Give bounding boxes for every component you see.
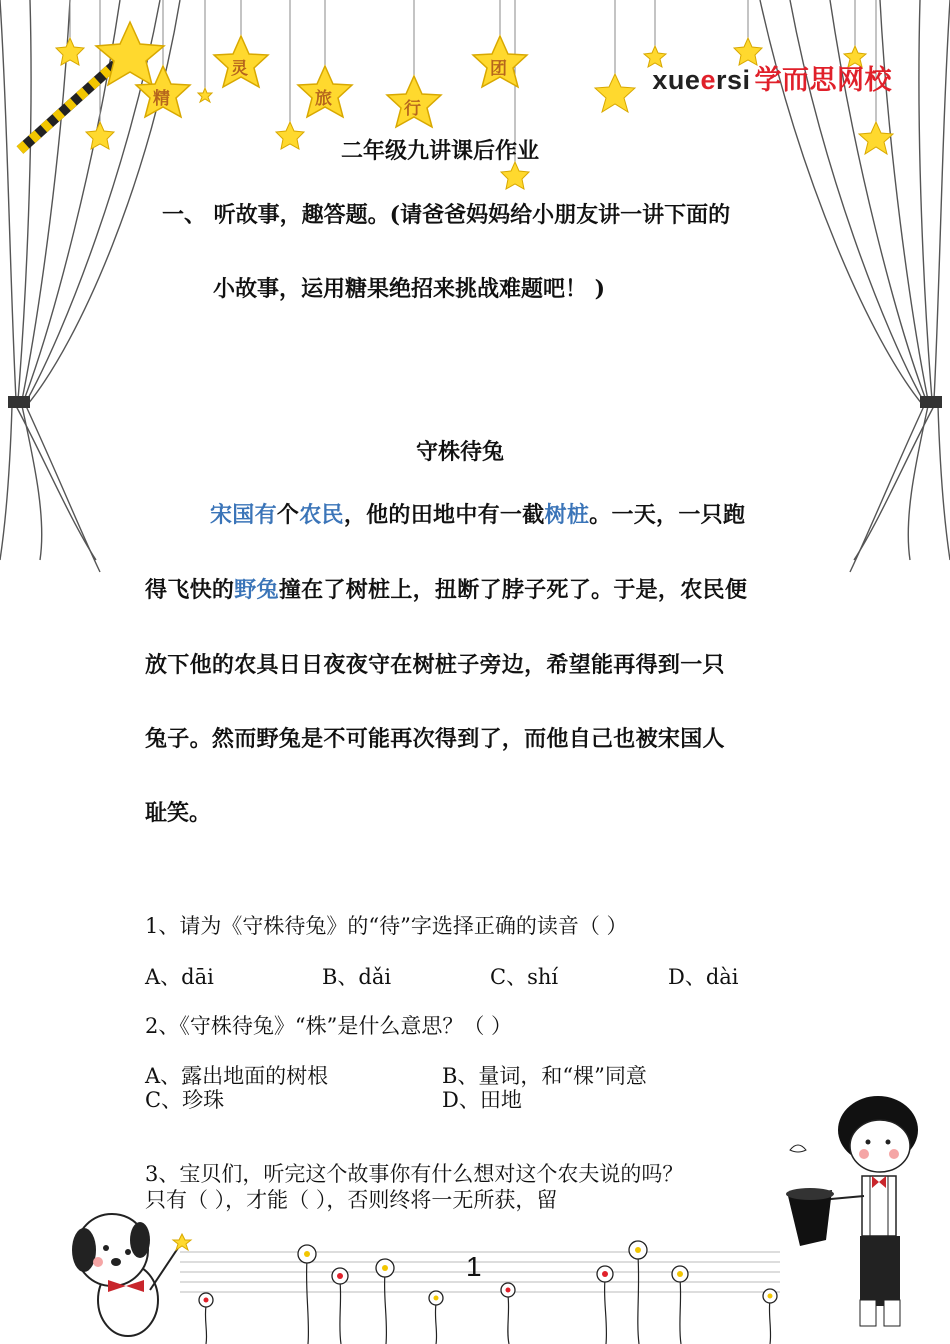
story-line-4: 兔子。然而野兔是不可能再次得到了，而他自己也被宋国人 [145, 726, 725, 752]
magician-girl-illustration [786, 1096, 918, 1326]
question-2-text: 2、《守株待兔》“株”是什么意思？（ ） [145, 1014, 513, 1038]
question-1-option-c[interactable]: C、shí [490, 965, 559, 989]
question-1-option-b[interactable]: B、dǎi [322, 965, 392, 989]
question-1-text: 1、请为《守株待兔》的“待”字选择正确的读音（ ） [145, 914, 628, 938]
highlight-stump: 树桩 [544, 502, 590, 528]
question-3-line1: 3、宝贝们，听完这个故事你有什么想对这个农夫说的吗？ [145, 1162, 684, 1186]
highlight-song-state: 宋国有 [210, 502, 277, 528]
brand-logo: xueersi 学而思网校 [652, 65, 892, 95]
section1-line1: 一、 听故事，趣答题。(请爸爸妈妈给小朋友讲一讲下面的 [162, 202, 731, 228]
question-1-option-d[interactable]: D、dài [668, 965, 739, 989]
story-title: 守株待兔 [416, 439, 505, 465]
title-stars [136, 36, 527, 127]
puppy-illustration [72, 1214, 191, 1336]
question-2-option-a[interactable]: A、露出地面的树根 [145, 1064, 329, 1088]
question-2-option-d[interactable]: D、田地 [442, 1088, 522, 1112]
story-line-3: 放下他的农具日日夜夜守在树桩子旁边，希望能再得到一只 [145, 652, 725, 678]
left-curtain-tie [8, 396, 30, 408]
star-char-5: 团 [490, 59, 507, 79]
question-1-option-a[interactable]: A、dāi [145, 965, 214, 989]
story-line-2: 得飞快的野兔撞在了树桩上，扭断了脖子死了。于是，农民便 [145, 577, 748, 603]
homework-title: 二年级九讲课后作业 [340, 138, 539, 164]
question-2-option-c[interactable]: C、珍珠 [145, 1088, 225, 1112]
star-char-1: 精 [153, 89, 170, 109]
star-char-3: 旅 [315, 89, 332, 109]
story-line-1: 宋国有个农民，他的田地中有一截树桩。一天，一只跑 [210, 502, 746, 528]
highlight-hare: 野兔 [234, 577, 279, 603]
story-line-5: 耻笑。 [145, 800, 212, 826]
question-3-line2: 只有（ ），才能（ ），否则终将一无所获，留 [145, 1188, 558, 1212]
star-char-4: 行 [404, 99, 421, 119]
page-number: 1 [466, 1251, 482, 1282]
highlight-farmer: 农民 [299, 502, 344, 528]
section1-line2: 小故事，运用糖果绝招来挑战难题吧！ ) [213, 276, 606, 302]
star-char-2: 灵 [231, 59, 248, 79]
right-curtain-tie [920, 396, 942, 408]
question-2-option-b[interactable]: B、量词，和“棵”同意 [442, 1064, 647, 1088]
